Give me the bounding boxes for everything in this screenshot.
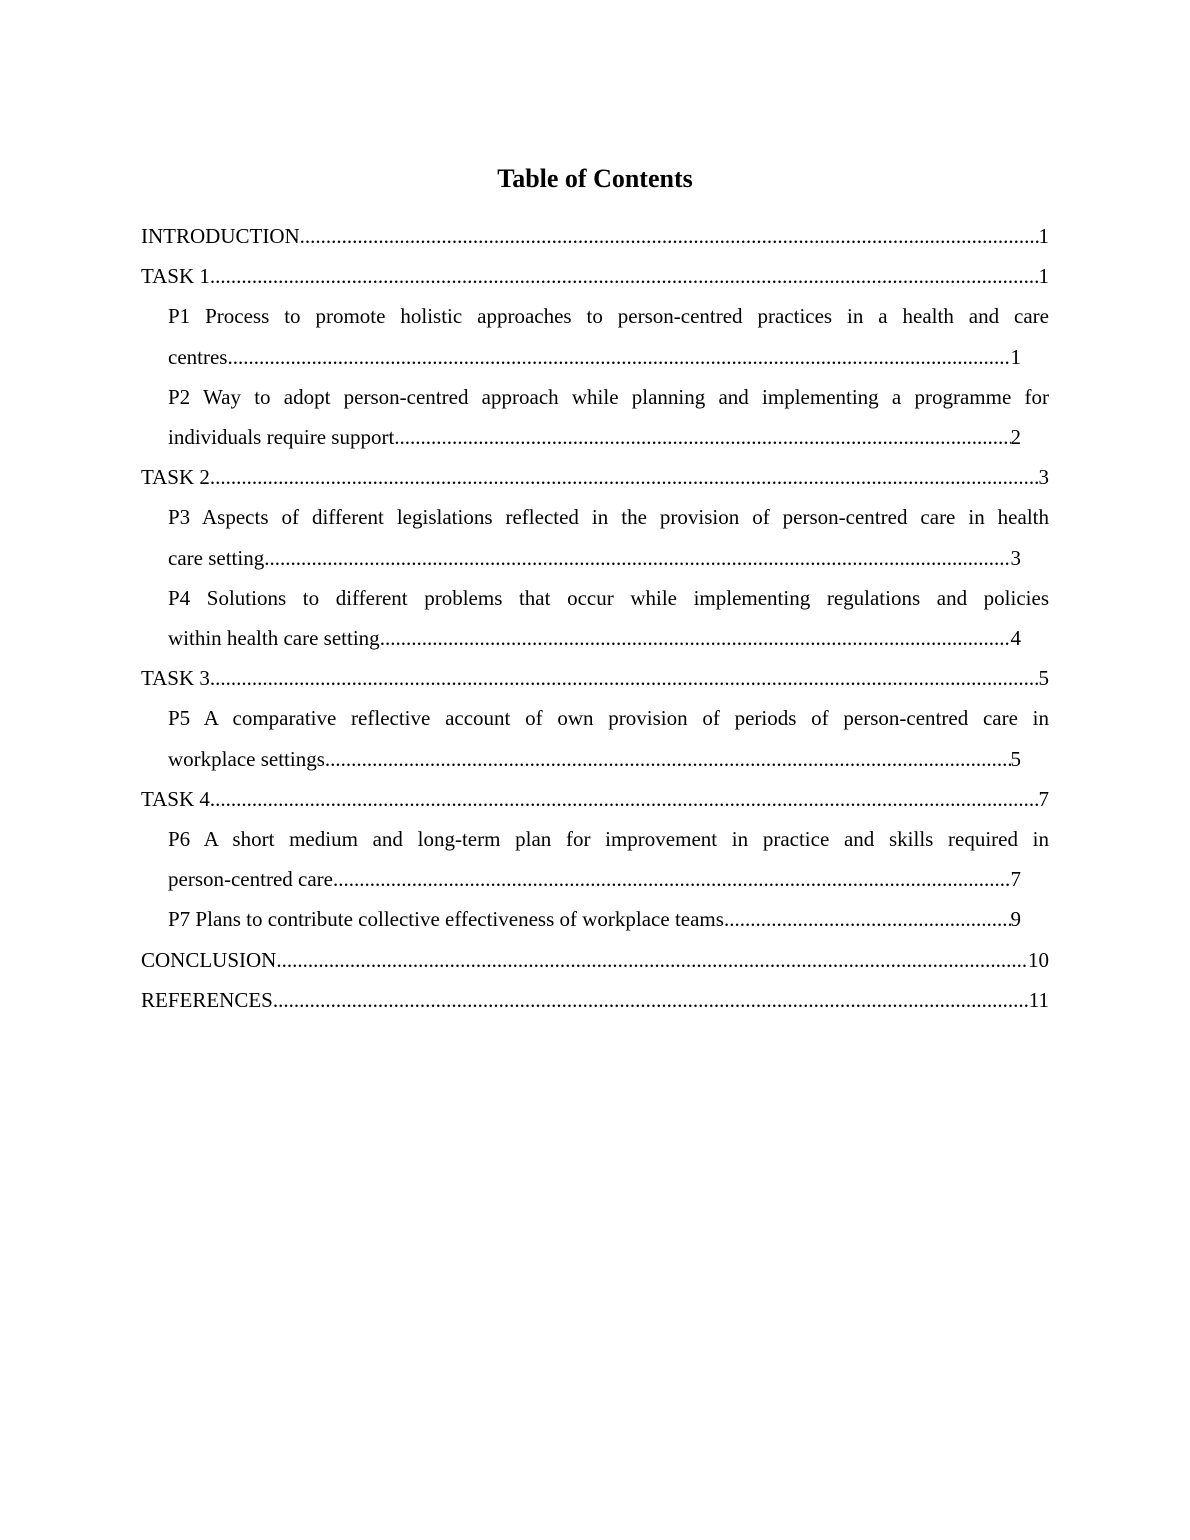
toc-page-number: 10: [1028, 947, 1049, 972]
dot-leader: [325, 739, 1011, 779]
dot-leader: [264, 538, 1010, 578]
toc-entry-line: P6 A short medium and long-term plan for improvement in practice and skills required in: [168, 827, 1049, 852]
dot-leader: [210, 457, 1039, 497]
toc-entry-label: TASK 1: [141, 264, 210, 289]
dot-leader: [227, 337, 1010, 377]
toc-page-number: 1: [1038, 264, 1049, 289]
toc-entry-label: TASK 4: [141, 786, 210, 811]
toc-entry-task-4[interactable]: [141, 779, 1049, 819]
toc-entry-p7[interactable]: [168, 899, 1021, 939]
toc-entry-label: CONCLUSION: [141, 947, 277, 972]
toc-entry-p1[interactable]: [168, 296, 1049, 376]
toc-title: Table of Contents: [497, 164, 693, 193]
toc-entry-line: P5 A comparative reflective account of own provision of periods of person-centred care in: [168, 706, 1049, 731]
toc-entry-p6[interactable]: [168, 819, 1049, 899]
toc-entry-p2[interactable]: [168, 377, 1049, 457]
dot-leader: [380, 618, 1011, 658]
toc-page-number: 7: [1010, 867, 1021, 892]
dot-leader: [394, 417, 1010, 457]
toc-page-number: 5: [1010, 746, 1021, 771]
toc-entry-task-3[interactable]: [141, 658, 1049, 698]
toc-list: [141, 216, 1049, 1020]
toc-page-number: 7: [1038, 786, 1049, 811]
dot-leader: [210, 779, 1039, 819]
dot-leader: [724, 899, 1011, 939]
dot-leader: [210, 658, 1039, 698]
toc-entry-line: P4 Solutions to different problems that occur while implementing regulations and policies: [168, 585, 1049, 610]
toc-entry-introduction[interactable]: [141, 216, 1049, 256]
toc-entry-p3[interactable]: [168, 497, 1049, 577]
dot-leader: [210, 256, 1039, 296]
toc-entry-references[interactable]: [141, 980, 1049, 1020]
toc-entry-p5[interactable]: [168, 698, 1049, 778]
toc-entry-line: P3 Aspects of different legislations reflected in the provision of person-centred care in health: [168, 505, 1049, 530]
toc-entry-p4[interactable]: [168, 578, 1049, 658]
toc-entry-label: TASK 2: [141, 465, 210, 490]
toc-entry-label: within health care setting: [168, 626, 380, 651]
toc-page-number: 9: [1010, 907, 1021, 932]
dot-leader: [333, 859, 1011, 899]
toc-entry-label: person-centred care: [168, 867, 333, 892]
toc-entry-label: centres: [168, 344, 228, 369]
toc-page-number: 5: [1038, 666, 1049, 691]
toc-page-number: 4: [1010, 626, 1021, 651]
toc-entry-label: individuals require support: [168, 425, 395, 450]
toc-page-number: 2: [1010, 425, 1021, 450]
toc-page-number: 3: [1038, 465, 1049, 490]
toc-page-number: 3: [1010, 545, 1021, 570]
dot-leader: [273, 980, 1029, 1020]
dot-leader: [300, 216, 1039, 256]
toc-entry-line: P1 Process to promote holistic approaches to person-centred practices in a health and care: [168, 304, 1049, 329]
toc-entry-task-2[interactable]: [141, 457, 1049, 497]
toc-entry-label: workplace settings: [168, 746, 325, 771]
toc-page-number: 1: [1010, 344, 1021, 369]
toc-entry-label: INTRODUCTION: [141, 224, 300, 248]
toc-entry-label: P7 Plans to contribute collective effectiveness of workplace teams: [168, 907, 724, 932]
toc-entry-label: care setting: [168, 545, 265, 570]
document-page: [141, 160, 1049, 1020]
toc-page-number: 11: [1028, 987, 1049, 1012]
toc-page-number: 1: [1038, 224, 1049, 248]
toc-entry-label: REFERENCES: [141, 987, 273, 1012]
toc-entry-task-1[interactable]: [141, 256, 1049, 296]
toc-entry-label: TASK 3: [141, 666, 210, 691]
toc-entry-conclusion[interactable]: [141, 940, 1049, 980]
dot-leader: [276, 940, 1028, 980]
toc-entry-line: P2 Way to adopt person-centred approach while planning and implementing a programme for: [168, 384, 1049, 409]
